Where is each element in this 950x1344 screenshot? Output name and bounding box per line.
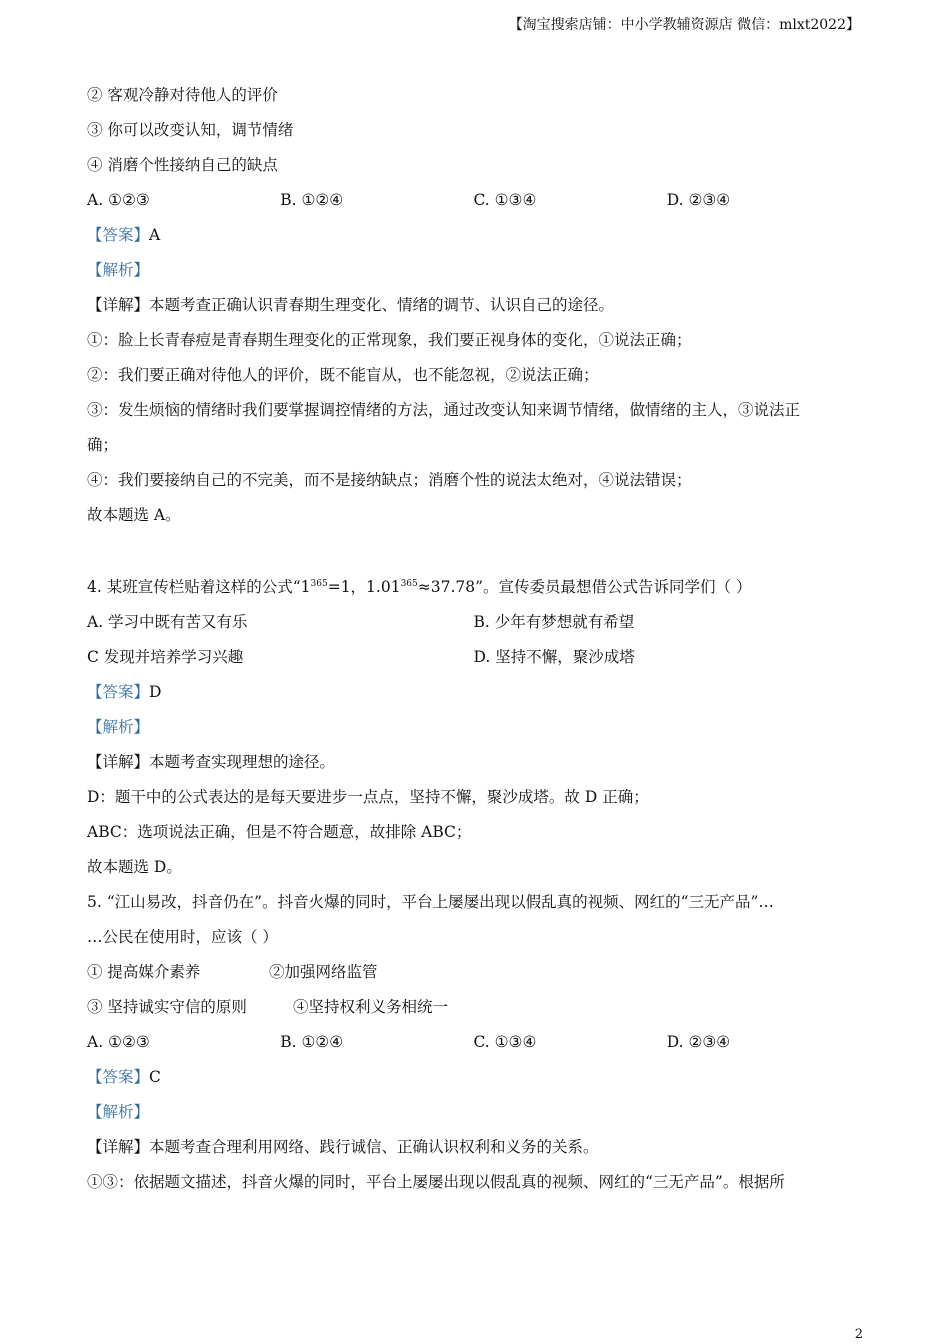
- q4-answer-tag: 【答案】: [87, 683, 150, 701]
- q5-item-3: ③ 坚持诚实守信的原则: [87, 998, 247, 1016]
- q5-detail-1: ①③：依据题文描述，抖音火爆的同时，平台上屡屡出现以假乱真的视频、网红的“三无产品”。根据所: [87, 1173, 785, 1191]
- question-spacer: [87, 533, 860, 570]
- q4-stem-part-a: 4. 某班宣传栏贴着这样的公式“1: [87, 578, 311, 596]
- q4-stem-sup-2: 365: [400, 578, 418, 589]
- q4-detail-1: D：题干中的公式表达的是每天要进步一点点，坚持不懈，聚沙成塔。故 D 正确；: [87, 788, 649, 806]
- q5-detail-0: 【详解】本题考查合理利用网络、践行诚信、正确认识权利和义务的关系。: [87, 1138, 599, 1156]
- q5-analysis-tag: 【解析】: [87, 1103, 150, 1121]
- page-number: 2: [854, 1327, 863, 1342]
- q5-analysis: [87, 1095, 860, 1130]
- page-header: 【淘宝搜索店铺：中小学教辅资源店 微信：mlxt2022】: [508, 17, 860, 33]
- q4-stem-part-b: =1，1.01: [327, 578, 401, 596]
- q3-detail-3: ③：发生烦恼的情绪时我们要掌握调控情绪的方法，通过改变认知来调节情绪，做情绪的主人，③说法正: [87, 401, 801, 419]
- q4-answer-value: D: [149, 683, 162, 701]
- q4-stem-sup-1: 365: [310, 578, 328, 589]
- q3-detail-4: 确；: [87, 436, 119, 454]
- q3-detail-6: 故本题选 A。: [87, 506, 181, 524]
- q3-item-2: ② 客观冷静对待他人的评价: [87, 86, 278, 104]
- q5-items-row-1: [87, 955, 860, 990]
- document-body: [87, 78, 860, 1200]
- q5-answer-tag: 【答案】: [87, 1068, 150, 1086]
- q5-answer: [87, 1060, 860, 1095]
- q4-stem: [87, 570, 860, 605]
- q3-option-d: D. ②③④: [666, 191, 731, 209]
- q5-option-b: B. ①②④: [280, 1033, 344, 1051]
- q4-analysis-tag: 【解析】: [87, 718, 150, 736]
- q5-item-2: ②加强网络监管: [269, 963, 378, 981]
- q5-item-4: ④坚持权利义务相统一: [293, 998, 449, 1016]
- q3-answer-tag: 【答案】: [87, 226, 150, 244]
- q5-stem-line-2: …公民在使用时，应该（ ）: [87, 928, 278, 946]
- q3-option-c: C. ①③④: [473, 191, 537, 209]
- q5-item-1: ① 提高媒介素养: [87, 963, 201, 981]
- q3-detail-2: ②：我们要正确对待他人的评价，既不能盲从，也不能忽视，②说法正确；: [87, 366, 599, 384]
- q3-options: [87, 183, 860, 218]
- q3-detail-0: 【详解】本题考查正确认识青春期生理变化、情绪的调节、认识自己的途径。: [87, 296, 615, 314]
- q3-item-3: ③ 你可以改变认知，调节情绪: [87, 121, 294, 139]
- q5-option-a: A. ①②③: [87, 1033, 150, 1051]
- q4-option-c: C 发现并培养学习兴趣: [87, 648, 244, 666]
- q4-analysis: [87, 710, 860, 745]
- q5-items-row-2: [87, 990, 860, 1025]
- q5-answer-value: C: [149, 1068, 161, 1086]
- q5-option-c: C. ①③④: [473, 1033, 537, 1051]
- q4-detail-0: 【详解】本题考查实现理想的途径。: [87, 753, 336, 771]
- q4-stem-part-c: ≈37.78”。宣传委员最想借公式告诉同学们（ ）: [417, 578, 752, 596]
- q4-options-row-2: [87, 640, 860, 675]
- q3-detail-5: ④：我们要接纳自己的不完美，而不是接纳缺点；消磨个性的说法太绝对，④说法错误；: [87, 471, 692, 489]
- q5-stem-line-1: 5. “江山易改，抖音仍在”。抖音火爆的同时，平台上屡屡出现以假乱真的视频、网红的“三无产品”…: [87, 893, 774, 911]
- q3-detail-1: ①：脸上长青春痘是青春期生理变化的正常现象，我们要正视身体的变化，①说法正确；: [87, 331, 692, 349]
- q4-option-a: A. 学习中既有苦又有乐: [87, 613, 248, 631]
- q5-option-d: D. ②③④: [666, 1033, 731, 1051]
- q3-option-a: A. ①②③: [87, 191, 150, 209]
- q3-analysis: [87, 253, 860, 288]
- q4-detail-3: 故本题选 D。: [87, 858, 182, 876]
- q3-answer-value: A: [149, 226, 161, 244]
- q3-analysis-tag: 【解析】: [87, 261, 150, 279]
- q3-answer: [87, 218, 860, 253]
- q4-option-b: B. 少年有梦想就有希望: [473, 613, 635, 631]
- q4-answer: [87, 675, 860, 710]
- q4-options-row-1: [87, 605, 860, 640]
- q5-options: [87, 1025, 860, 1060]
- q3-option-b: B. ①②④: [280, 191, 344, 209]
- q4-option-d: D. 坚持不懈，聚沙成塔: [473, 648, 635, 666]
- q3-item-4: ④ 消磨个性接纳自己的缺点: [87, 156, 278, 174]
- q4-detail-2: ABC：选项说法正确，但是不符合题意，故排除 ABC；: [87, 823, 472, 841]
